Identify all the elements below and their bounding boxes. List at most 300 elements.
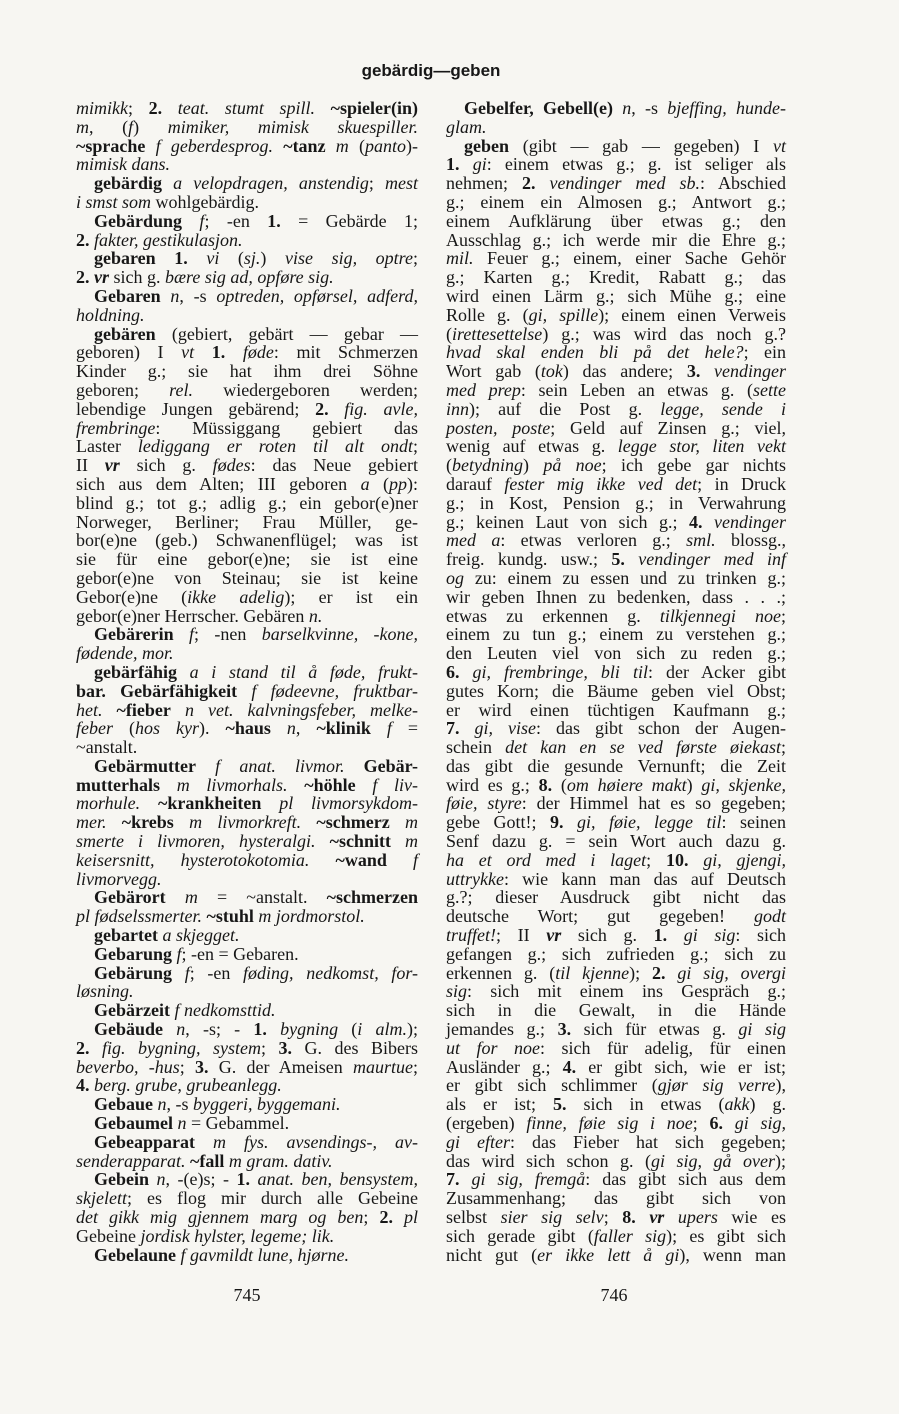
text-run: : sich — [735, 925, 787, 946]
bold-run: 5. — [553, 1094, 567, 1115]
text-run: II — [76, 455, 105, 476]
text-run: : das gibt schon der Augen- — [536, 718, 787, 739]
italic-run: uttrykke — [446, 868, 504, 889]
text-run: schein — [446, 737, 506, 758]
text-line — [446, 870, 786, 889]
text-line — [446, 419, 786, 438]
text-run — [160, 775, 177, 795]
text-line — [76, 832, 418, 851]
italic-run: gi sig, gå over — [650, 1150, 775, 1171]
text-line — [76, 719, 418, 738]
text-run: sich in die Gewalt, in die Hände — [446, 1000, 786, 1021]
italic-run: gi — [472, 154, 487, 175]
bold-run: ~spieler(in) — [330, 98, 418, 118]
text-run — [371, 718, 387, 738]
text-run — [636, 1207, 650, 1227]
text-run: ( — [338, 1019, 358, 1040]
italic-run: det gikk mig gjennem marg og ben — [76, 1207, 364, 1228]
bold-run: ~schnitt — [329, 831, 391, 852]
bold-run: 1. — [236, 1169, 251, 1190]
text-line — [76, 1058, 418, 1077]
text-line — [446, 118, 786, 137]
text-run: G. der Ameisen — [208, 1056, 353, 1077]
text-run: ) — [133, 116, 168, 137]
text-run — [390, 812, 405, 832]
text-run: ; — [646, 849, 666, 870]
text-run — [261, 793, 279, 813]
text-run: g.; Karten g.; Kredit, Rabatt g.; das — [446, 267, 786, 288]
text-run: ; in Druck — [697, 473, 787, 494]
text-line — [76, 569, 418, 588]
italic-run: gi sig — [683, 925, 736, 946]
text-line — [446, 663, 786, 682]
text-line — [446, 437, 786, 456]
text-run — [460, 718, 475, 738]
headword: Gebeapparat — [94, 1131, 195, 1152]
text-run: ), — [775, 1075, 786, 1096]
text-run — [171, 700, 185, 720]
italic-run: mil. — [446, 248, 474, 269]
text-line — [76, 437, 418, 456]
text-run: , -s — [166, 1094, 194, 1115]
text-run: : Abschied — [700, 173, 787, 194]
text-run: , -s — [631, 98, 668, 118]
text-run: wohlgebärdig. — [151, 191, 259, 212]
bold-run: 3. — [686, 361, 701, 382]
entry-line — [76, 926, 418, 945]
text-run — [563, 812, 577, 832]
bold-italic-run: vr — [104, 455, 120, 476]
text-line — [446, 193, 786, 212]
running-head: gebärdig—geben — [361, 61, 501, 80]
text-run: ; — [368, 173, 385, 194]
italic-run: pl livmorsykdom- — [279, 793, 419, 814]
text-line — [446, 1170, 786, 1189]
text-run — [161, 286, 171, 306]
text-run: ) g. — [749, 1094, 786, 1115]
italic-run: m jordmorstol. — [258, 906, 365, 927]
italic-run: faller sig — [593, 1225, 667, 1246]
text-run — [162, 98, 178, 118]
italic-run: sj. — [243, 248, 261, 269]
text-run: , -s — [179, 285, 217, 306]
italic-run: gi sig, — [734, 1113, 786, 1134]
entry-line — [76, 1095, 418, 1114]
text-run — [140, 793, 158, 813]
text-run: = — [391, 718, 419, 739]
text-line — [446, 531, 786, 550]
text-line — [76, 1076, 418, 1095]
text-run — [309, 850, 335, 870]
text-line — [446, 982, 786, 1001]
italic-run: f — [184, 962, 190, 983]
italic-run: ut for noe — [446, 1037, 541, 1058]
italic-run: skjelett — [76, 1188, 127, 1209]
text-run — [177, 662, 190, 682]
text-run: ); — [407, 1019, 419, 1040]
italic-run: gi efter — [446, 1131, 510, 1152]
text-run: Gebeine — [76, 1225, 141, 1246]
headword: Gebärort — [94, 887, 166, 908]
text-run: ; -en — [189, 962, 244, 983]
text-line — [446, 1058, 786, 1077]
text-line — [446, 1039, 786, 1058]
text-run — [188, 248, 207, 268]
text-line — [446, 1095, 786, 1114]
text-run — [156, 248, 175, 268]
headword: Gebarung — [94, 943, 173, 964]
text-line — [446, 832, 786, 851]
text-line — [446, 794, 786, 813]
text-line — [76, 776, 418, 795]
text-line — [76, 456, 418, 475]
text-run: sich g. — [561, 925, 654, 946]
text-line — [446, 701, 786, 720]
text-line — [446, 813, 786, 832]
bold-run: ~krebs — [121, 812, 174, 833]
italic-run: i alm. — [357, 1019, 408, 1040]
text-run — [172, 963, 185, 983]
text-run: = Gebammel. — [186, 1113, 290, 1134]
italic-run: truffet! — [446, 925, 496, 946]
italic-run: m livmorhals. — [176, 774, 288, 795]
text-run: ; -en = Gebaren. — [181, 943, 299, 964]
text-line — [446, 888, 786, 907]
italic-run: livmorvegg. — [76, 868, 162, 889]
text-line — [446, 1208, 786, 1227]
entry-line — [76, 1246, 418, 1265]
italic-run: legge, sende i — [660, 398, 786, 419]
bold-run: ~fieber — [116, 699, 171, 720]
italic-run: f — [199, 210, 205, 231]
italic-run: fig. bygning, system — [102, 1037, 261, 1058]
italic-run: optreden, opførsel, adferd, — [216, 285, 418, 306]
italic-run: keisersnitt, hysterotokotomia. — [76, 849, 310, 870]
bold-run: 1. — [653, 925, 668, 946]
text-run: Senf dazu g. = sein Wort auch dazu g. — [446, 831, 786, 852]
text-run — [301, 812, 316, 832]
bold-run: ~haus — [225, 718, 271, 739]
bold-run: 2. — [652, 962, 666, 983]
text-line — [76, 550, 418, 569]
text-line — [76, 738, 418, 757]
text-run: ; Geld auf Zinsen g.; viel, — [550, 417, 786, 438]
text-run: ) das andere; — [562, 361, 687, 382]
bold-run: 1. — [253, 1019, 267, 1040]
text-line — [446, 550, 786, 569]
italic-run: n — [176, 1019, 186, 1040]
text-line — [76, 682, 418, 701]
text-line — [76, 137, 418, 156]
italic-run: føding, nedkomst, for- — [243, 962, 418, 983]
text-run — [166, 887, 185, 907]
text-line — [446, 964, 786, 983]
italic-run: hos kyr — [135, 718, 199, 739]
text-run — [460, 1169, 472, 1189]
italic-run: og — [446, 567, 464, 588]
text-run: ( — [348, 135, 366, 156]
text-line — [76, 494, 418, 513]
italic-run: gi, gjengi, — [703, 849, 786, 870]
text-run — [273, 136, 283, 156]
text-line — [446, 1114, 786, 1133]
bold-italic-run: vr — [94, 267, 109, 288]
italic-run: m fys. avsendings-, av- — [213, 1131, 418, 1152]
text-run: : sich für adelig, für einen — [540, 1037, 786, 1058]
text-run: wir geben Ihnen zu bedenken, dass . . .; — [446, 586, 786, 607]
text-run: )- — [406, 135, 419, 156]
text-run: blossg., — [715, 530, 786, 551]
italic-run: bygning — [280, 1019, 339, 1040]
text-line — [76, 155, 418, 174]
right-column — [446, 99, 786, 1264]
italic-run: godt — [753, 906, 786, 927]
bold-run: ~klinik — [316, 718, 371, 739]
italic-run: f anat. livmor. — [215, 755, 345, 776]
text-run — [393, 1207, 404, 1227]
bold-run: ~sprache — [76, 135, 146, 156]
italic-run: f — [128, 116, 134, 137]
italic-run: føde — [242, 342, 274, 363]
text-line — [446, 757, 786, 776]
text-line — [446, 212, 786, 231]
italic-run: m livmorkreft. — [189, 812, 302, 833]
italic-run: n — [286, 718, 296, 739]
italic-run: finne, føie sig i noe — [526, 1113, 693, 1134]
italic-run: het. — [76, 699, 103, 720]
text-run: : sich mit einem ins Gespräch g.; — [467, 981, 786, 1002]
text-run: ; — [179, 1056, 195, 1077]
text-line — [446, 1152, 786, 1171]
headword: gebärdig — [94, 173, 163, 194]
text-run: : wie kann man das auf Deutsch — [503, 868, 786, 889]
text-run: gutes Korn; die Bäume geben viel Obst; — [446, 680, 786, 701]
italic-run: fødende, mor. — [76, 643, 174, 664]
text-line — [76, 118, 418, 137]
text-run: ) — [522, 455, 544, 476]
text-run: ); es gibt sich — [666, 1225, 786, 1246]
headword: Gebelfer, Gebell(e) — [464, 98, 614, 118]
italic-run: vendinger — [714, 361, 786, 382]
text-line — [446, 456, 786, 475]
text-run: ; — [412, 248, 418, 269]
text-run: , ( — [89, 116, 129, 137]
bold-run: ~krankheiten — [158, 793, 262, 814]
text-line — [76, 870, 418, 889]
italic-run: pp — [389, 473, 407, 494]
headword: gebären — [94, 323, 156, 344]
bold-run: 1. — [446, 154, 460, 175]
italic-run: gi, frembringe, bli til — [472, 661, 648, 682]
text-run — [666, 963, 678, 983]
text-line — [76, 231, 418, 250]
text-run: sich gerade gibt ( — [446, 1225, 594, 1246]
entry-line — [76, 1133, 418, 1152]
text-line — [76, 644, 418, 663]
text-run — [106, 681, 120, 701]
text-run: , -s; - — [185, 1019, 254, 1040]
text-run: ). — [199, 718, 226, 739]
headword: gebärfähig — [94, 661, 177, 682]
italic-run: pl — [403, 1207, 418, 1228]
text-run: (gibt — gab — gegeben) I — [509, 135, 773, 156]
italic-run: fakter, gestikulasjon. — [94, 229, 243, 250]
text-line — [76, 343, 418, 362]
text-run: ; — [260, 1037, 279, 1058]
italic-run: irettesettelse — [452, 323, 543, 344]
text-line — [446, 343, 786, 362]
italic-run: tok — [540, 361, 563, 382]
text-run: Wort gab ( — [446, 361, 541, 382]
text-run — [329, 399, 345, 419]
bold-run: 8. — [622, 1207, 636, 1228]
italic-run: legge stor, liten vekt — [617, 436, 786, 457]
text-run: Zusammenhang; das gibt sich von — [446, 1188, 786, 1209]
bold-run: 2. — [148, 98, 163, 118]
italic-run: det kan en se ved første øiekast — [505, 737, 781, 758]
text-run — [315, 98, 331, 118]
italic-run: mer. — [76, 812, 107, 833]
text-run: nehmen; — [446, 173, 522, 194]
text-run: ; — [363, 1207, 380, 1228]
italic-run: gi sig — [738, 1019, 786, 1040]
bold-run: 4. — [76, 1075, 90, 1096]
page-number-right: 746 — [600, 1285, 628, 1305]
bold-run: mutterhals — [76, 774, 160, 795]
text-run: ; — [603, 1207, 623, 1228]
page-number-left: 745 — [233, 1285, 261, 1305]
text-line — [76, 513, 418, 532]
entry-line — [76, 287, 418, 306]
text-line — [446, 851, 786, 870]
text-run: sie für eine gebor(e)ne; sie ist eine — [76, 549, 418, 570]
text-run — [703, 512, 715, 532]
text-run: : Müssiggang gebiert das — [155, 417, 418, 438]
text-run: sich g. — [119, 455, 213, 476]
text-run — [182, 211, 199, 231]
text-run: als er ist; — [446, 1094, 553, 1115]
text-line — [446, 287, 786, 306]
italic-run: f — [386, 718, 392, 739]
text-run: gebor(e)ner Herrscher. Gebären — [76, 605, 309, 626]
entry-line — [446, 137, 786, 156]
text-run — [667, 925, 684, 945]
text-run: ; — [412, 436, 418, 457]
italic-run: jordisk hylster, legeme; lik. — [140, 1225, 335, 1246]
italic-run: f gavmildt lune, hjørne. — [180, 1244, 349, 1265]
bold-run: 7. — [446, 1169, 460, 1190]
text-run: er gibt sich schlimmer ( — [446, 1075, 658, 1096]
text-line — [446, 926, 786, 945]
italic-run: sette — [753, 379, 786, 400]
italic-run: løsning. — [76, 981, 134, 1002]
italic-run: m — [184, 887, 198, 908]
text-line — [446, 719, 786, 738]
text-run: selbst — [446, 1207, 501, 1228]
text-line — [446, 362, 786, 381]
text-run — [723, 1113, 735, 1133]
text-line — [446, 475, 786, 494]
italic-run: m gram. dativ. — [228, 1150, 333, 1171]
italic-run: vendinger med sb. — [549, 173, 701, 194]
text-run — [356, 775, 373, 795]
bold-run: bar. — [76, 680, 106, 701]
text-run: ); er ist ein — [284, 586, 418, 607]
text-line — [76, 99, 418, 118]
italic-run: berg. grube, grubeanlegg. — [94, 1075, 282, 1096]
text-line — [76, 982, 418, 1001]
text-run: wie es — [717, 1207, 786, 1228]
text-line — [446, 306, 786, 325]
italic-run: feber — [76, 718, 113, 739]
bold-italic-run: vr — [546, 925, 562, 946]
bold-run: 4. — [562, 1056, 577, 1077]
italic-run: på noe — [543, 455, 602, 476]
text-run: einem Aufklärung über etwas g.; den — [446, 210, 786, 231]
italic-run: vt — [181, 342, 195, 363]
italic-run: smerte i livmoren, hysteralgi. — [76, 831, 316, 852]
text-line — [76, 851, 418, 870]
bold-run: 5. — [611, 549, 625, 570]
bold-run: 2. — [315, 398, 329, 419]
text-run: ) — [686, 774, 702, 795]
text-line — [76, 475, 418, 494]
text-run — [174, 624, 189, 644]
text-run — [387, 850, 413, 870]
text-run — [194, 342, 212, 362]
bold-run: 4. — [689, 511, 703, 532]
italic-run: n — [156, 1169, 166, 1190]
italic-run: holdning. — [76, 304, 145, 325]
italic-run: vendinger — [714, 511, 787, 532]
text-line — [76, 1227, 418, 1246]
text-run — [536, 173, 550, 193]
text-run: : seinen — [721, 812, 786, 833]
text-run — [460, 662, 473, 682]
text-run: Laster — [76, 436, 138, 457]
text-line — [446, 1189, 786, 1208]
text-run — [103, 700, 117, 720]
entry-line — [76, 625, 418, 644]
italic-run: med prep — [446, 379, 521, 400]
entry-line — [76, 1020, 418, 1039]
text-line — [76, 1208, 418, 1227]
headword: gebartet — [94, 925, 158, 946]
headword: Gebaue — [94, 1094, 154, 1115]
headword: geben — [464, 135, 509, 156]
italic-run: a velopdragen, anstendig — [173, 173, 369, 194]
italic-run: gi, spille — [528, 304, 599, 325]
text-line — [76, 419, 418, 438]
text-line — [76, 701, 418, 720]
text-run: g.?; dieser Ausdruck gibt nicht das — [446, 887, 786, 908]
italic-run: akk — [724, 1094, 750, 1115]
bold-run: 1. — [211, 342, 226, 363]
italic-run: med a — [446, 530, 501, 551]
text-run: deutsche Wort; gut gegeben! — [446, 906, 754, 927]
text-run: ; — [412, 1056, 418, 1077]
text-run: : sein Leben an etwas g. ( — [520, 379, 753, 400]
italic-run: f fødeevne, fruktbar- — [251, 680, 419, 701]
text-run: ) g.; was wird das noch g.? — [542, 323, 786, 344]
bold-run: 1. — [174, 248, 188, 269]
text-run: ) — [260, 248, 285, 269]
text-line — [446, 325, 786, 344]
italic-run: vt — [773, 135, 786, 156]
italic-run: n — [170, 285, 180, 306]
text-line — [446, 644, 786, 663]
text-run — [174, 812, 189, 832]
